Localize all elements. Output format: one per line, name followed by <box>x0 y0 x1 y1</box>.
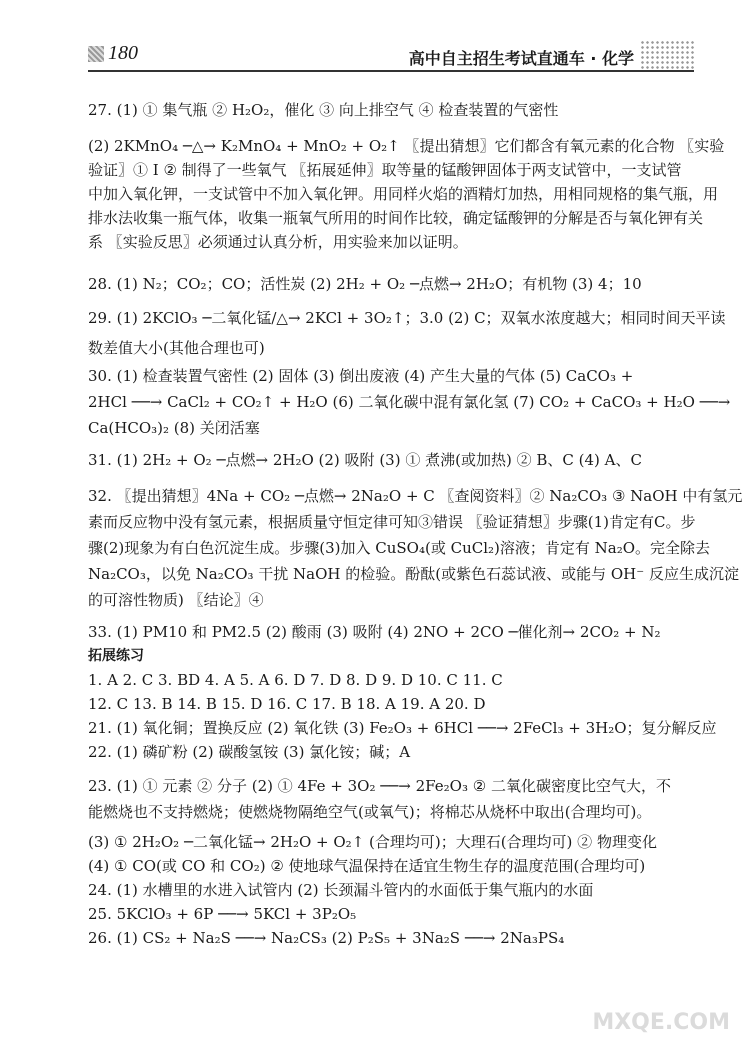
answer-line: (2) 2KMnO₄ ─△→ K₂MnO₄ + MnO₂ + O₂↑ 〖提出猜想〗它们都含有氧元素的化合物 〖实验 <box>88 137 725 155</box>
answer-line: 2HCl ──→ CaCl₂ + CO₂↑ + H₂O (6) 二氧化碳中混有氯化氢 (7) CO₂ + CaCO₃ + H₂O ──→ <box>88 393 731 411</box>
answer-line: 31. (1) 2H₂ + O₂ ─点燃→ 2H₂O (2) 吸附 (3) ① 煮沸(或加热) ② B、C (4) A、C <box>88 451 642 469</box>
book-title: 高中自主招生考试直通车 · 化学 <box>408 49 634 68</box>
page-number: 180 <box>108 42 138 64</box>
answer-line: 素而反应物中没有氢元素，根据质量守恒定律可知③错误 〖验证猜想〗步骤(1)肯定有C。步 <box>88 513 696 531</box>
answer-line: (4) ① CO(或 CO 和 CO₂) ② 使地球气温保持在适宜生物生存的温度范围(合理均可) <box>88 857 646 875</box>
header-dot-pattern-icon <box>640 40 694 70</box>
answer-line: 32. 〖提出猜想〗4Na + CO₂ ─点燃→ 2Na₂O + C 〖查阅资料〗② Na₂CO₃ ③ NaOH 中有氢元 <box>88 487 743 505</box>
answer-line: 27. (1) ① 集气瓶 ② H₂O₂，催化 ③ 向上排空气 ④ 检查装置的气密性 <box>88 101 559 119</box>
answer-line: Ca(HCO₃)₂ (8) 关闭活塞 <box>88 419 260 437</box>
answer-line: 排水法收集一瓶气体，收集一瓶氧气所用的时间作比较，确定锰酸钾的分解是否与氧化钾有关 <box>88 209 704 227</box>
answer-line: 33. (1) PM10 和 PM2.5 (2) 酸雨 (3) 吸附 (4) 2NO + 2CO ─催化剂→ 2CO₂ + N₂ <box>88 623 661 641</box>
answer-line: 28. (1) N₂；CO₂；CO；活性炭 (2) 2H₂ + O₂ ─点燃→ 2H₂O；有机物 (3) 4；10 <box>88 275 642 293</box>
answer-line: 23. (1) ① 元素 ② 分子 (2) ① 4Fe + 3O₂ ──→ 2Fe₂O₃ ② 二氧化碳密度比空气大，不 <box>88 777 671 795</box>
answer-line: 29. (1) 2KClO₃ ─二氧化锰/△→ 2KCl + 3O₂↑；3.0 (2) C；双氧水浓度越大；相同时间天平读 <box>88 309 726 327</box>
answer-line: 30. (1) 检查装置气密性 (2) 固体 (3) 倒出废液 (4) 产生大量的气体 (5) CaCO₃ + <box>88 367 634 385</box>
answer-line: 骤(2)现象为有白色沉淀生成。步骤(3)加入 CuSO₄(或 CuCl₂)溶液；肯定有 Na₂O。完全除去 <box>88 539 711 557</box>
answer-line: 21. (1) 氧化铜；置换反应 (2) 氧化铁 (3) Fe₂O₃ + 6HCl ──→ 2FeCl₃ + 3H₂O；复分解反应 <box>88 719 717 737</box>
answer-line: 25. 5KClO₃ + 6P ──→ 5KCl + 3P₂O₅ <box>88 905 357 923</box>
section-heading: 拓展练习 <box>88 648 144 664</box>
answer-line: 数差值大小(其他合理也可) <box>88 339 265 357</box>
answer-line: 26. (1) CS₂ + Na₂S ──→ Na₂CS₃ (2) P₂S₅ + 3Na₂S ──→ 2Na₃PS₄ <box>88 929 565 947</box>
answer-line: 12. C 13. B 14. B 15. D 16. C 17. B 18. A 19. A 20. D <box>88 695 486 713</box>
answer-line: 系 〖实验反思〗必须通过认真分析，用实验来加以证明。 <box>88 233 468 251</box>
answer-line: 中加入氧化钾，一支试管中不加入氧化钾。用同样火焰的酒精灯加热，用相同规格的集气瓶，用 <box>88 185 719 203</box>
answer-line: (3) ① 2H₂O₂ ─二氧化锰→ 2H₂O + O₂↑ (合理均可)；大理石(合理均可) ② 物理变化 <box>88 833 657 851</box>
answer-line: 的可溶性物质) 〖结论〗④ <box>88 591 264 609</box>
watermark-logo <box>592 983 730 1035</box>
page-header <box>88 40 694 80</box>
answer-line: 验证〗① Ⅰ ② 制得了一些氧气 〖拓展延伸〗取等量的锰酸钾固体于两支试管中，一支试管 <box>88 161 682 179</box>
header-rule <box>88 70 694 72</box>
answer-line: 能燃烧也不支持燃烧；使燃烧物隔绝空气(或氧气)；将棉芯从烧杯中取出(合理均可)。 <box>88 803 652 821</box>
answer-line: 24. (1) 水槽里的水进入试管内 (2) 长颈漏斗管内的水面低于集气瓶内的水面 <box>88 881 594 899</box>
answer-line: 22. (1) 磷矿粉 (2) 碳酸氢铵 (3) 氯化铵；碱；A <box>88 743 411 761</box>
answer-line: Na₂CO₃，以免 Na₂CO₃ 干扰 NaOH 的检验。酚酞(或紫色石蕊试液、或能与 OH⁻ 反应生成沉淀 <box>88 565 739 583</box>
page-badge-icon <box>88 46 104 62</box>
watermark-text: MXQE.COM <box>592 1010 730 1035</box>
answer-line: 1. A 2. C 3. BD 4. A 5. A 6. D 7. D 8. D 9. D 10. C 11. C <box>88 671 503 689</box>
